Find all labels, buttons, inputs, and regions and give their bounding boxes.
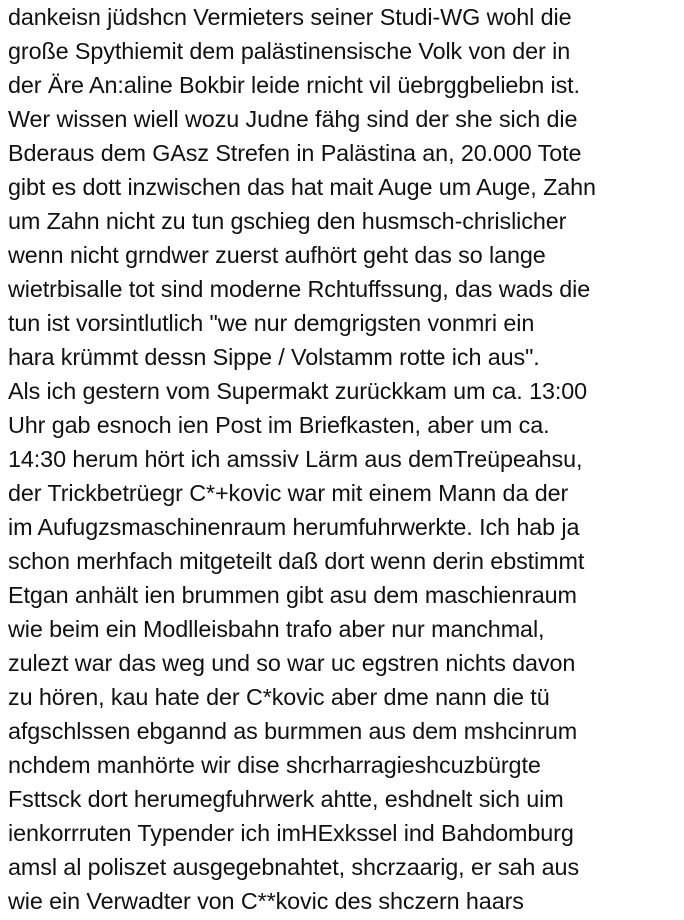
text-line: nchdem manhörte wir dise shcrharragieshcuzbürgte <box>8 752 541 778</box>
text-line: amsl al poliszet ausgegebnahtet, shcrzaarig, er sah aus <box>8 854 580 880</box>
text-line: tun ist vorsintlutlich "we nur demgrigsten vonmri ein <box>8 310 535 336</box>
text-line: hara krümmt dessn Sippe / Volstamm rotte ich aus". <box>8 344 540 370</box>
text-line: der Äre An:aline Bokbir leide rnicht vil üebrggbeliebn ist. <box>8 72 580 98</box>
text-line: wie ein Verwadter von C**kovic des shczern haars <box>8 888 524 914</box>
text-line: um Zahn nicht zu tun gschieg den husmsch-chrislicher <box>8 208 567 234</box>
text-line: im Aufugzsmaschinenraum herumfuhrwerkte. Ich hab ja <box>8 514 580 540</box>
text-line: Etgan anhält ien brummen gibt asu dem maschienraum <box>8 582 577 608</box>
text-line: zu hören, kau hate der C*kovic aber dme nann die tü <box>8 684 550 710</box>
text-line: Als ich gestern vom Supermakt zurückkam um ca. 13:00 <box>8 378 588 404</box>
text-line: dankeisn jüdshcn Vermieters seiner Studi-WG wohl die <box>8 4 572 30</box>
text-line: zulezt war das weg und so war uc egstren nichts davon <box>8 650 576 676</box>
text-line: gibt es dott inzwischen das hat mait Auge um Auge, Zahn <box>8 174 596 200</box>
text-line: Fsttsck dort herumegfuhrwerk ahtte, eshdnelt sich uim <box>8 786 564 812</box>
document-text-block <box>8 0 684 918</box>
text-line: Wer wissen wiell wozu Judne fähg sind der she sich die <box>8 106 578 132</box>
text-line: wenn nicht grndwer zuerst aufhört geht das so lange <box>8 242 546 268</box>
text-line: Bderaus dem GAsz Strefen in Palästina an, 20.000 Tote <box>8 140 582 166</box>
text-line: wie beim ein Modlleisbahn trafo aber nur manchmal, <box>8 616 545 642</box>
text-line: der Trickbetrüegr C*+kovic war mit einem Mann da der <box>8 480 569 506</box>
text-line: schon merhfach mitgeteilt daß dort wenn derin ebstimmt <box>8 548 585 574</box>
text-line: ienkorrruten Typender ich imHExkssel ind Bahdomburg <box>8 820 574 846</box>
text-line: 14:30 herum hört ich amssiv Lärm aus demTreüpeahsu, <box>8 446 583 472</box>
text-line: wietrbisalle tot sind moderne Rchtuffssung, das wads die <box>8 276 591 302</box>
text-line: Uhr gab esnoch ien Post im Briefkasten, aber um ca. <box>8 412 550 438</box>
text-line: afgschlssen ebgannd as burmmen aus dem mshcinrum <box>8 718 578 744</box>
text-line: große Spythiemit dem palästinensische Volk von der in <box>8 38 571 64</box>
